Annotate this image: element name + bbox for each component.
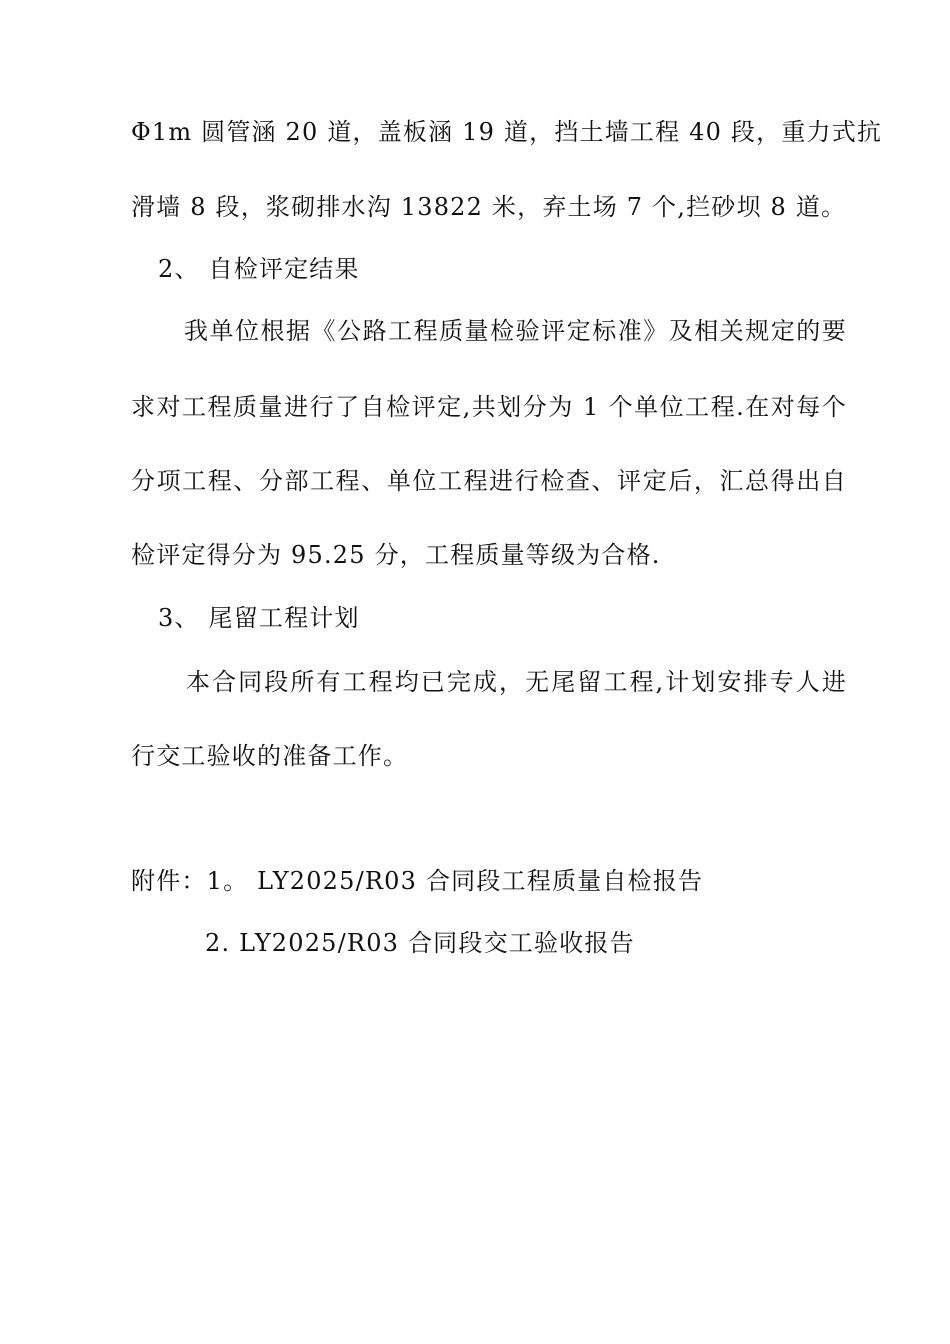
para2-line-2: 求对工程质量进行了自检评定,共划分为 1 个单位工程.在对每个 bbox=[131, 393, 847, 421]
attachment-line-2: 2. LY2025/R03 合同段交工验收报告 bbox=[205, 929, 635, 957]
para3-line-2: 行交工验收的准备工作。 bbox=[131, 742, 409, 770]
para2-line-3: 分项工程、分部工程、单位工程进行检查、评定后，汇总得出自 bbox=[131, 467, 847, 495]
section1-line-2: 滑墙 8 段，浆砌排水沟 13822 米，弃土场 7 个,拦砂坝 8 道。 bbox=[131, 193, 847, 221]
para2-line-1: 我单位根据《公路工程质量检验评定标准》及相关规定的要 bbox=[184, 317, 847, 345]
attachment-line-1: 附件：1。 LY2025/R03 合同段工程质量自检报告 bbox=[131, 867, 704, 895]
section1-line-1: Φ1m 圆管涵 20 道，盖板涵 19 道，挡土墙工程 40 段，重力式抗 bbox=[131, 118, 883, 146]
heading-self-inspection-result: 2、 自检评定结果 bbox=[158, 255, 360, 283]
para2-line-4: 检评定得分为 95.25 分，工程质量等级为合格. bbox=[131, 541, 661, 569]
para3-line-1: 本合同段所有工程均已完成，无尾留工程,计划安排专人进 bbox=[186, 668, 847, 696]
heading-remaining-work-plan: 3、 尾留工程计划 bbox=[158, 604, 360, 632]
